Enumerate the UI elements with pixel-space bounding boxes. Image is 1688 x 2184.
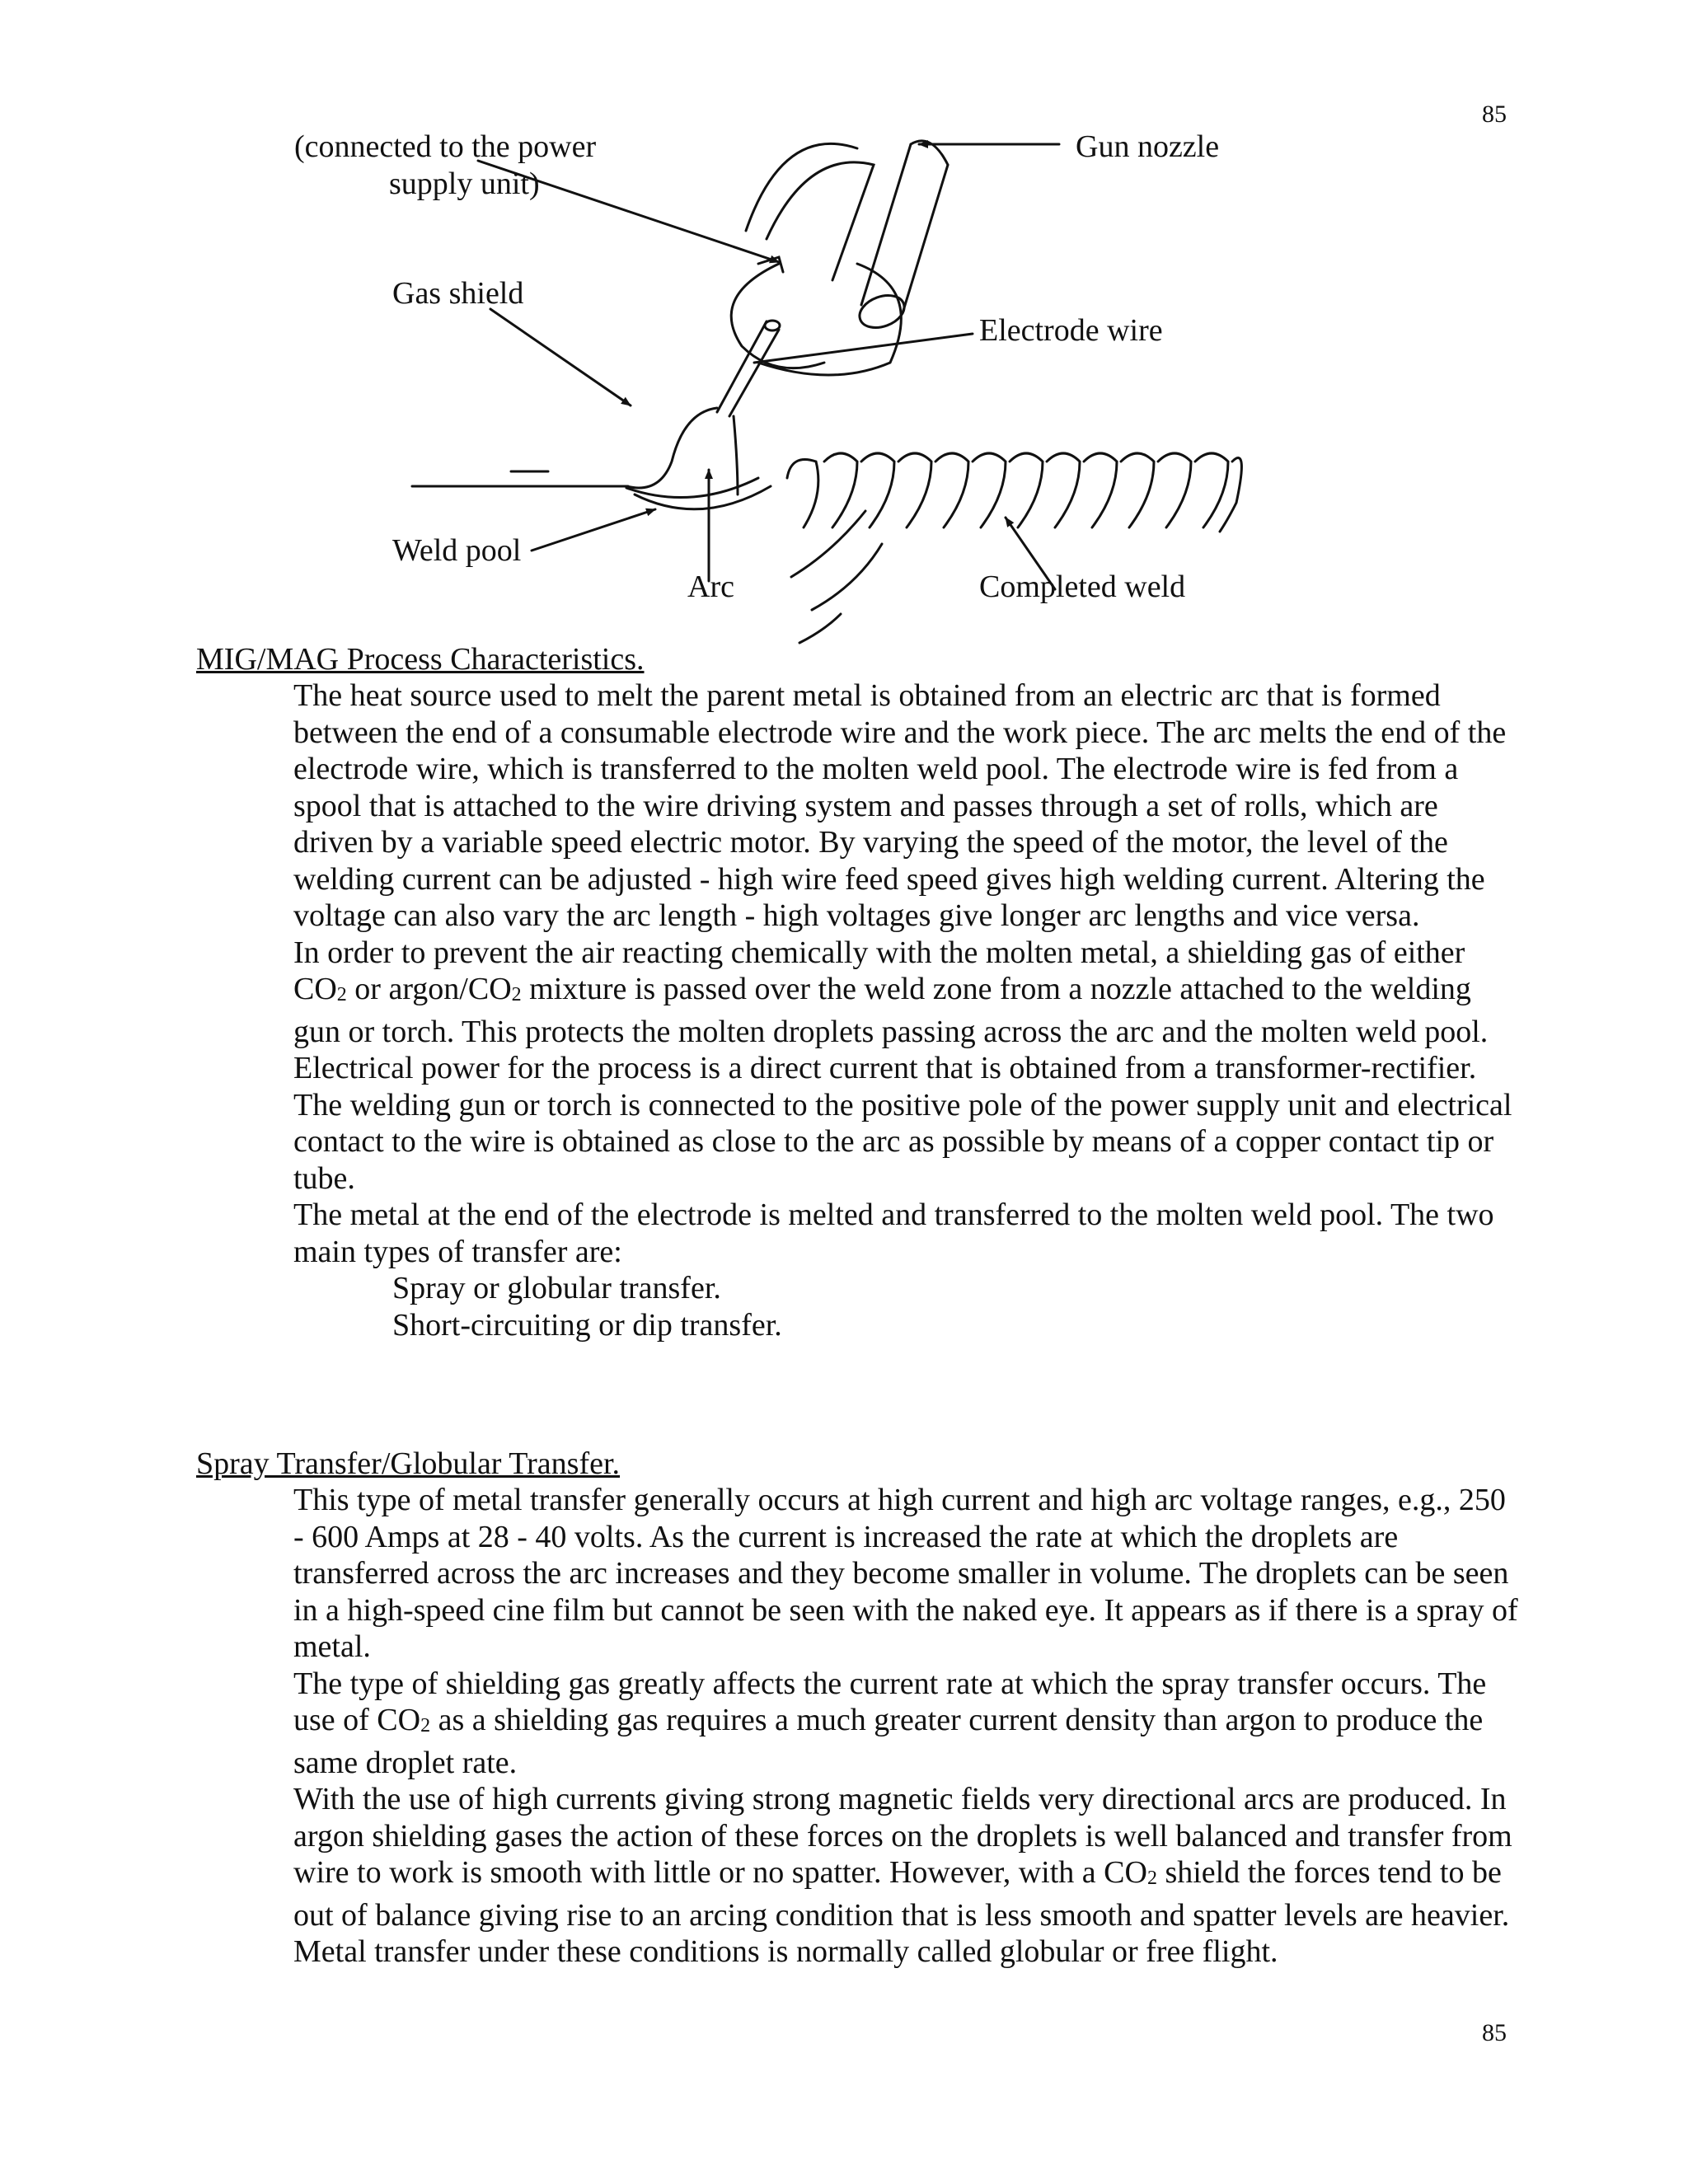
section-body-spray-transfer [293,1482,1522,1971]
label-gas-shield: Gas shield [392,276,524,311]
leader-gas-shield [490,309,631,405]
electrode-wire-shape [717,321,779,416]
label-arc: Arc [687,569,734,604]
paragraph: Electrical power for the process is a direct current that is obtained from a transformer-rectifier. The welding gun or torch is connected to the positive pole of the power supply unit and electrical contact to the wire is obtained as close to the arc as possible by means of a copper contact tip or tube. [293,1051,1512,1196]
page-number-bottom: 85 [1482,2019,1507,2046]
section-heading-mig-mag: MIG/MAG Process Characteristics. [196,642,645,677]
label-completed-weld: Completed weld [979,569,1186,604]
leader-electrode-wire [754,334,973,363]
section-heading-spray-transfer: Spray Transfer/Globular Transfer. [196,1446,621,1481]
paragraph: In order to prevent the air reacting chemically with the molten metal, a shielding gas of either $CO_2$ or argon/$CO_2$ mixture is passed over the weld zone from a nozzle attached to the welding gun or torch. This protects the molten droplets passing across the arc and the molten weld pool. [293,935,1489,1049]
list-item: Spray or globular transfer. [392,1271,721,1305]
leader-weld-pool [532,509,655,551]
page-number-top: 85 [1482,101,1507,128]
label-gun-nozzle: Gun nozzle [1076,129,1220,164]
paragraph: The type of shielding gas greatly affects the current rate at which the spray transfer occurs. The use of $CO_2$ as a shielding gas requires a much greater current density than argon to produce the same droplet rate. [293,1666,1487,1780]
paragraph: The heat source used to melt the parent metal is obtained from an electric arc that is formed between the end of a consumable electrode wire and the work piece. The arc melts the end of the electrode wire, which is transferred to the molten weld pool. The electrode wire is fed from a spool that is attached to the wire driving system and passes through a set of rolls, which are driven by a variable speed electric motor. By varying the speed of the motor, the level of the welding current can be adjusted - high wire feed speed gives high welding current. Altering the voltage can also vary the arc length - high voltages give longer arc lengths and vice versa. [293,678,1507,933]
weld-pool-shape [626,478,771,509]
completed-weld-ripples [787,453,1241,532]
paragraph: The metal at the end of the electrode is melted and transferred to the molten weld pool. The two main types of transfer are: [293,1197,1494,1269]
label-power-line2: supply unit) [389,166,540,201]
label-electrode-wire: Electrode wire [979,313,1163,348]
section-body-mig-mag [293,677,1522,1343]
gas-shield-shape [731,264,824,368]
paragraph: This type of metal transfer generally occurs at high current and high arc voltage ranges, e.g., 250 - 600 Amps at 28 - 40 volts. As the current is increased the rate at which the droplets are transferred across the arc increases and they become smaller in volume. The droplets can be seen in a high-speed cine film but cannot be seen with the naked eye. It appears as if there is a spray of metal. [293,1483,1518,1664]
mig-welding-diagram [0,0,1688,659]
list-item: Short-circuiting or dip transfer. [392,1307,782,1343]
gun-nozzle-shape [861,144,948,313]
label-weld-pool: Weld pool [392,533,522,568]
arc-shape [626,408,738,494]
paragraph: With the use of high currents giving strong magnetic fields very directional arcs are produced. In argon shielding gases the action of these forces on the droplets is well balanced and transfer from wire to work is smooth with little or no spatter. However, with a $CO_2$ shield the forces tend to be out of balance giving rise to an arcing condition that is less smooth and spatter levels are heavier. Metal transfer under these conditions is normally called globular or free flight. [293,1782,1512,1969]
label-power-line1: (connected to the power [294,129,597,164]
